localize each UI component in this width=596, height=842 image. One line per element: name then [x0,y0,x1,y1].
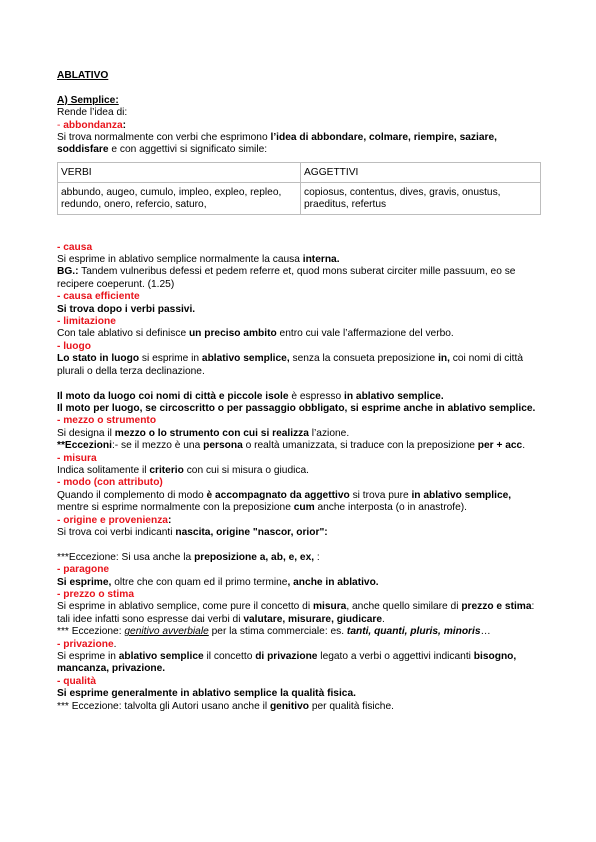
text: oltre che con quam ed il primo termine [111,576,288,588]
abbondanza-label: abbondanza [63,119,123,131]
bold-text: cum [293,502,315,514]
text: Con tale ablativo si definisce [57,328,189,340]
mezzo-eccezioni [57,440,541,452]
misura-heading: - misura [57,452,97,464]
text: si esprime in [139,353,202,365]
paragone-text [57,577,541,589]
abbondanza-heading [57,120,541,132]
document-page [57,70,541,713]
mezzo-heading: - mezzo o strumento [57,415,157,427]
moto-per-luogo-text: Il moto per luogo, se circoscritto o per passaggio obbligato, si esprime anche in ablativo semplice. [57,402,536,414]
colon: : [122,119,127,131]
modo-text [57,490,541,515]
text: : [314,551,320,563]
section-heading [57,95,541,107]
text: e con aggettivi si significato simile: [108,144,268,156]
bold-text: genitivo [269,700,309,712]
text: . [382,613,385,625]
text: . [522,440,526,452]
bold-text: in, [438,353,450,365]
text: Quando il complemento di modo [57,489,207,501]
cell-aggettivi: copiosus, contentus, dives, gravis, onustus, praeditus, refertus [301,182,541,214]
bold-text: **Eccezioni [57,440,112,452]
text: Si esprime in ablativo semplice, come pure il concetto di [57,601,313,613]
bold-text: interna. [302,254,340,266]
table-row [58,182,541,214]
cell-verbi: abbundo, augeo, cumulo, impleo, expleo, repleo, redundo, onero, refercio, saturo, [58,182,301,214]
text: per qualità fisiche. [309,700,394,712]
text: Si trova coi verbi indicanti [57,526,176,538]
origine-label: - origine e provenienza [57,514,168,526]
text: Si esprime in [57,651,119,663]
bold-text: Lo stato in luogo [57,353,140,365]
text: Si trova normalmente con verbi che esprimono [57,132,271,144]
bold-text: bisogno, mancanza, privazione. [57,651,517,675]
causa-efficiente-heading: - causa efficiente [57,291,140,303]
intro-line: Rende l’idea di: [57,107,128,119]
bold-text: è accompagnato da aggettivo [206,489,350,501]
origine-heading [57,515,541,527]
causa-text [57,254,541,266]
privazione-heading [57,639,541,651]
text: Si esprime in ablativo semplice normalmente la causa [57,254,303,266]
mezzo-text [57,428,541,440]
privazione-text [57,651,541,676]
text: si trova pure [349,489,412,501]
prezzo-text [57,601,541,626]
bold-text: ablativo semplice, [201,353,290,365]
bold-text: preposizione a, ab, e, ex, [194,551,315,563]
text: … [480,626,491,638]
text: , anche quello similare di [346,601,462,613]
title-text: ABLATIVO [57,70,109,81]
qualita-heading: - qualità [57,675,97,687]
prezzo-heading: - prezzo o stima [57,588,134,600]
table-header-row [58,162,541,182]
header-verbi: VERBI [58,162,301,182]
source-label: BG.: [57,266,79,278]
bold-italic-text: tanti, quanti, pluris, minoris [346,626,481,638]
text: Indica solitamente il [57,464,150,476]
bold-text: in ablativo semplice, [411,489,512,501]
bold-text: misura [312,601,347,613]
text: l’azione. [308,427,350,439]
limitazione-text [57,328,541,340]
bold-text: criterio [149,464,184,476]
qualita-eccezione [57,701,541,713]
text: coi nomi di città plurali o della terza declinazione. [57,353,523,377]
example-text: Tandem vulneribus defessi et pedem referre et, quod mons suberat circiter mille passuum, eo se recipere coeperunt. (1.25) [57,266,516,290]
eccezione-preposizione [57,552,541,564]
text: entro cui vale l’affermazione del verbo. [276,328,454,340]
modo-heading: - modo (con attributo) [57,477,163,489]
text: mentre si esprime normalmente con la preposizione [57,502,294,514]
colon: : [167,514,172,526]
text: o realtà umanizzata, si traduce con la preposizione [242,440,478,452]
dot: . [113,638,117,650]
privazione-label: - privazione [57,638,114,650]
text: anche interposta (o in anastrofe). [314,502,467,514]
bold-text: ablativo semplice [118,651,204,663]
bold-text: in ablativo semplice. [344,390,444,402]
text: ***Eccezione: Si usa anche la [57,551,195,563]
bold-text: , anche in ablativo. [287,576,379,588]
qualita-text: Si esprime generalmente in ablativo semplice la qualità fisica. [57,688,356,700]
bold-text: mezzo o lo strumento con cui si realizza [114,427,309,439]
bold-text: prezzo e stima [461,601,532,613]
section-a-text: A) Semplice: [57,94,119,106]
paragone-heading: - paragone [57,564,110,576]
bold-text: nascita, origine "nascor, orior": [175,526,328,538]
text: il concetto [203,651,256,663]
text: *** Eccezione: talvolta gli Autori usano anche il [57,700,270,712]
text: con cui si misura o giudica. [183,464,309,476]
moto-da-luogo-text [57,391,541,403]
abbondanza-text [57,132,541,157]
limitazione-heading: - limitazione [57,316,116,328]
prezzo-eccezione [57,626,541,638]
text: *** Eccezione: [57,626,125,638]
misura-text [57,465,541,477]
bold-text: per + acc [477,440,523,452]
bold-text: persona [203,440,243,452]
text: legato a verbi o aggettivi indicanti [317,651,474,663]
verbs-adjectives-table [57,162,541,215]
text: Si designa il [57,427,115,439]
underlined-text: genitivo avverbiale [124,626,209,638]
luogo-heading: - luogo [57,340,91,352]
text: per la stima commerciale: es. [208,626,347,638]
bold-text: di privazione [255,651,318,663]
dash: - [57,119,64,131]
bold-text: Il moto da luogo coi nomi di città e piccole isole [57,390,289,402]
text: : tali idee infatti sono espresse dai verbi di [57,601,535,625]
luogo-text [57,353,541,378]
bold-text: un preciso ambito [188,328,277,340]
header-aggettivi: AGGETTIVI [301,162,541,182]
causa-heading: - causa [57,241,93,253]
causa-example [57,266,541,291]
bold-text: valutare, misurare, giudicare [243,613,383,625]
bold-text: Si esprime, [57,576,112,588]
bold-text: l’idea di abbondare, colmare, riempire, saziare, soddisfare [57,132,497,156]
text: è espresso [288,390,345,402]
text: senza la consueta preposizione [289,353,439,365]
page-title [57,70,541,82]
text: :- se il mezzo è una [111,440,204,452]
origine-text [57,527,541,539]
causa-efficiente-text: Si trova dopo i verbi passivi. [57,303,196,315]
